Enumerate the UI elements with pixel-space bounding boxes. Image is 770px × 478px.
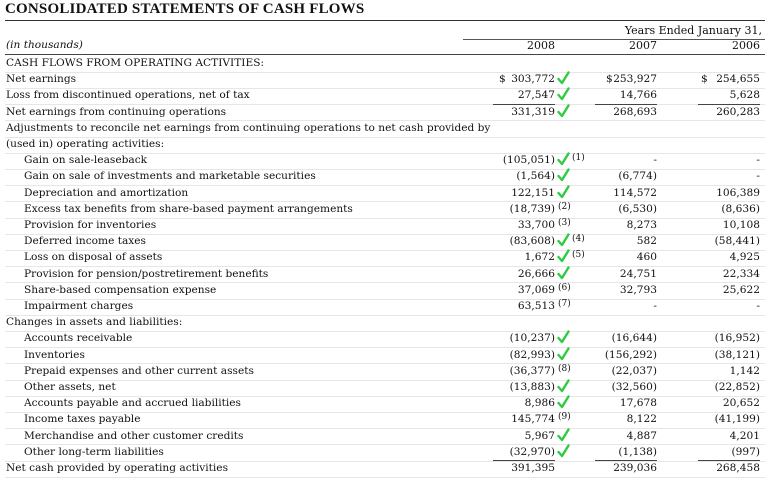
value-2006: 4,925: [729, 251, 760, 264]
value-2008: 8,986: [524, 397, 555, 410]
row-label: Other assets, net: [24, 381, 116, 393]
table-row: [0, 267, 770, 283]
value-2007: (6,774): [618, 170, 657, 183]
value-2007: (32,560): [611, 381, 657, 393]
checkmark-icon: [557, 233, 570, 247]
value-2006: 260,283: [716, 105, 760, 118]
value-2008: (13,883): [509, 381, 555, 393]
value-2008: 5,967: [524, 429, 555, 442]
value-2008: 391,395: [511, 462, 555, 474]
table-row: [0, 250, 770, 266]
row-label: Prepaid expenses and other current assets: [24, 364, 254, 377]
row-label: Inventories: [24, 348, 85, 361]
value-2006: 10,108: [722, 219, 760, 231]
value-2006: 22,334: [722, 267, 760, 280]
value-2006: (38,121): [714, 348, 760, 361]
table-row: [0, 186, 770, 202]
value-2006: (8,636): [721, 202, 760, 215]
table-row: [0, 202, 770, 218]
checkmark-icon: [557, 168, 570, 182]
checkmark-icon: [557, 152, 570, 166]
value-2007: 24,751: [619, 267, 657, 280]
value-2006: (22,852): [714, 381, 760, 393]
units-label: (in thousands): [6, 39, 83, 51]
table-row: [0, 105, 770, 121]
value-2008: 122,151: [511, 186, 555, 199]
value-2007: 460: [636, 251, 657, 264]
value-2007: 582: [636, 235, 657, 248]
value-2007: (1,138): [618, 445, 657, 458]
checkmark-icon: [557, 249, 570, 263]
table-row: [0, 364, 770, 380]
row-label: Depreciation and amortization: [24, 186, 189, 199]
checkmark-icon: [557, 444, 570, 458]
checkmark-icon: [557, 185, 570, 199]
row-label: Gain on sale of investments and marketable securities: [24, 170, 316, 183]
value-2008: 303,772: [511, 73, 555, 86]
row-label: Deferred income taxes: [24, 235, 146, 248]
footnote-marker: (2): [558, 201, 571, 212]
value-2007: 32,793: [619, 283, 657, 296]
value-2008: 145,774: [511, 413, 555, 426]
value-2006: (41,199): [714, 413, 760, 426]
row-label: Provision for pension/postretirement benefits: [24, 267, 269, 280]
table-row: [0, 137, 770, 153]
row-label: Other long-term liabilities: [24, 445, 164, 458]
value-2006: (16,952): [714, 332, 760, 345]
value-2008: (1,564): [516, 170, 555, 183]
footnote-marker: (6): [558, 282, 571, 293]
value-2008: 27,547: [517, 89, 555, 102]
value-2007: -: [653, 154, 657, 167]
value-2008: 33,700: [517, 219, 555, 231]
value-2006: 1,142: [729, 364, 760, 377]
value-2008: (32,970): [509, 445, 555, 458]
table-row: [0, 234, 770, 250]
value-2006: 106,389: [716, 186, 760, 199]
value-2008: (36,377): [509, 364, 555, 377]
checkmark-icon: [557, 71, 570, 85]
row-label: Changes in assets and liabilities:: [6, 316, 183, 329]
row-label: Accounts payable and accrued liabilities: [24, 397, 241, 410]
value-2006: -: [756, 170, 760, 183]
table-row: [0, 331, 770, 347]
value-2007: 8,273: [626, 219, 657, 231]
row-label: CASH FLOWS FROM OPERATING ACTIVITIES:: [6, 57, 265, 69]
value-2008: (83,608): [509, 235, 555, 248]
value-2008: 1,672: [524, 251, 555, 264]
value-2008: 26,666: [517, 267, 555, 280]
currency-symbol-2006: $: [701, 73, 708, 86]
value-2006: 20,652: [722, 397, 760, 410]
checkmark-icon: [557, 428, 570, 442]
table-row: [0, 283, 770, 299]
value-2006: 25,622: [722, 283, 760, 296]
statement-title: CONSOLIDATED STATEMENTS OF CASH FLOWS: [5, 1, 365, 17]
table-row: [0, 72, 770, 88]
value-2007: (6,530): [618, 202, 657, 215]
row-label: Share-based compensation expense: [24, 283, 217, 296]
table-row: [0, 153, 770, 169]
value-2007: 253,927: [613, 73, 657, 86]
table-row: [0, 412, 770, 428]
year-header-2006: 2006: [732, 39, 760, 52]
checkmark-icon: [557, 379, 570, 393]
table-row: [0, 380, 770, 396]
table-row: [0, 121, 770, 137]
value-2008: (82,993): [509, 348, 555, 361]
value-2007: 114,572: [613, 186, 657, 199]
footnote-marker: (1): [572, 153, 585, 164]
footnote-marker: (9): [558, 412, 571, 423]
value-2006: (997): [731, 445, 760, 458]
value-2006: 268,458: [716, 462, 760, 474]
row-label: Loss on disposal of assets: [24, 251, 163, 264]
row-label: Net earnings: [6, 73, 77, 86]
row-label: Provision for inventories: [24, 219, 157, 231]
value-2006: -: [756, 300, 760, 312]
checkmark-icon: [557, 87, 570, 101]
checkmark-icon: [557, 395, 570, 409]
table-row: [0, 218, 770, 234]
row-label: Accounts receivable: [24, 332, 133, 345]
value-2007: -: [653, 300, 657, 312]
currency-symbol-2008: $: [499, 73, 506, 86]
row-label: Net cash provided by operating activities: [6, 462, 229, 474]
table-row: [0, 88, 770, 104]
column-header-row: [0, 38, 770, 54]
row-label: Net earnings from continuing operations: [6, 105, 227, 118]
row-label: (used in) operating activities:: [6, 138, 165, 150]
table-row: [0, 315, 770, 331]
table-row: [0, 445, 770, 461]
value-2008: 37,069: [517, 283, 555, 296]
year-header-2007: 2007: [629, 39, 657, 52]
value-2008: 63,513: [517, 300, 555, 312]
value-2008: (105,051): [502, 154, 555, 167]
value-2008: 331,319: [511, 105, 555, 118]
row-label: Excess tax benefits from share-based payment arrangements: [24, 202, 353, 215]
value-2006: 254,655: [716, 73, 760, 86]
row-label: Income taxes payable: [24, 413, 141, 426]
footnote-marker: (5): [572, 250, 585, 261]
currency-symbol-2007: $: [606, 73, 613, 86]
footnote-marker: (8): [558, 363, 571, 374]
row-label: Merchandise and other customer credits: [24, 429, 244, 442]
table-row: [0, 56, 770, 72]
value-2008: (10,237): [509, 332, 555, 345]
value-2007: 17,678: [619, 397, 657, 410]
value-2007: 4,887: [626, 429, 657, 442]
footnote-marker: (4): [572, 234, 585, 245]
value-2007: 14,766: [619, 89, 657, 102]
header-divider: [5, 54, 765, 55]
value-2006: (58,441): [714, 235, 760, 248]
table-row: [0, 299, 770, 315]
checkmark-icon: [557, 347, 570, 361]
value-2007: 268,693: [613, 105, 657, 118]
table-row: [0, 169, 770, 185]
value-2007: 239,036: [613, 462, 657, 474]
row-label: Adjustments to reconcile net earnings from continuing operations to net cash provided by: [6, 121, 491, 134]
year-header-2008: 2008: [527, 39, 555, 52]
table-row: [0, 429, 770, 445]
row-label: Gain on sale-leaseback: [24, 154, 148, 167]
row-label: Impairment charges: [24, 300, 134, 312]
row-label: Loss from discontinued operations, net of tax: [6, 89, 250, 102]
value-2006: 4,201: [729, 429, 760, 442]
table-row: [0, 348, 770, 364]
checkmark-icon: [557, 266, 570, 280]
value-2006: -: [756, 154, 760, 167]
footnote-marker: (7): [558, 299, 571, 309]
value-2007: (16,644): [611, 332, 657, 345]
value-2008: (18,739): [509, 202, 555, 215]
value-2007: 8,122: [626, 413, 657, 426]
value-2006: 5,628: [729, 89, 760, 102]
table-row: [0, 396, 770, 412]
value-2007: (22,037): [611, 364, 657, 377]
value-2007: (156,292): [604, 348, 657, 361]
footnote-marker: (3): [558, 218, 571, 228]
years-header: Years Ended January 31,: [624, 24, 762, 37]
checkmark-icon: [557, 330, 570, 344]
checkmark-icon: [557, 104, 570, 118]
title-divider: [5, 20, 765, 21]
